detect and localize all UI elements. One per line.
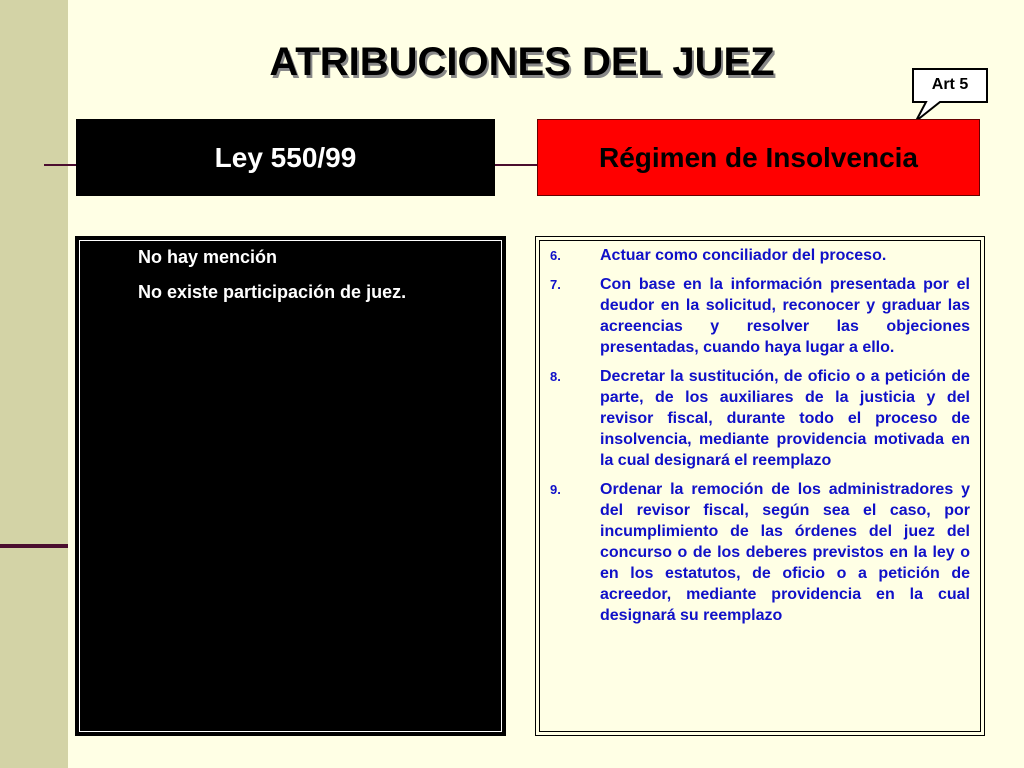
side-rule: [0, 544, 68, 548]
item-number: 6.: [550, 248, 561, 263]
left-panel: [75, 236, 506, 736]
art-callout: [912, 68, 988, 102]
item-text: Ordenar la remoción de los administradores y del revisor fiscal, según sea el caso, por incumplimiento de las órdenes del juez del concurso o de los deberes previstos en la ley o en los estatutos, de oficio o a petición de acreedor, mediante providencia en la cual designará su reemplazo: [600, 481, 970, 624]
side-band: [0, 0, 68, 768]
list-item: [550, 479, 970, 626]
header-regimen-insolvencia: Régimen de Insolvencia: [537, 119, 980, 196]
item-text: Decretar la sustitución, de oficio o a petición de parte, de los auxiliares de la justicia y del revisor fiscal, durante todo el proceso de insolvencia, mediante providencia motivada en la cual designará el reemplazo: [600, 368, 970, 469]
callout-label: Art 5: [931, 76, 969, 93]
item-number: 9.: [550, 482, 561, 497]
list-item: [550, 245, 970, 266]
item-number: 8.: [550, 369, 561, 384]
connector-left: [44, 164, 76, 166]
slide-title: ATRIBUCIONES DEL JUEZ: [269, 40, 775, 84]
list-item: No hay mención: [138, 247, 278, 267]
list-item: No existe participación de juez.: [138, 282, 407, 302]
right-panel: [535, 236, 985, 736]
left-list: [138, 247, 498, 317]
right-list: [550, 245, 970, 634]
list-item: [550, 366, 970, 471]
item-text: Con base en la información presentada por el deudor en la solicitud, reconocer y graduar las acreencias y resolver las objeciones presentadas, cuando haya lugar a ello.: [600, 276, 970, 356]
item-text: Actuar como conciliador del proceso.: [600, 247, 887, 264]
list-item: [550, 274, 970, 358]
header-ley-550: Ley 550/99: [76, 119, 495, 196]
item-number: 7.: [550, 277, 561, 292]
connector-middle: [495, 164, 537, 166]
